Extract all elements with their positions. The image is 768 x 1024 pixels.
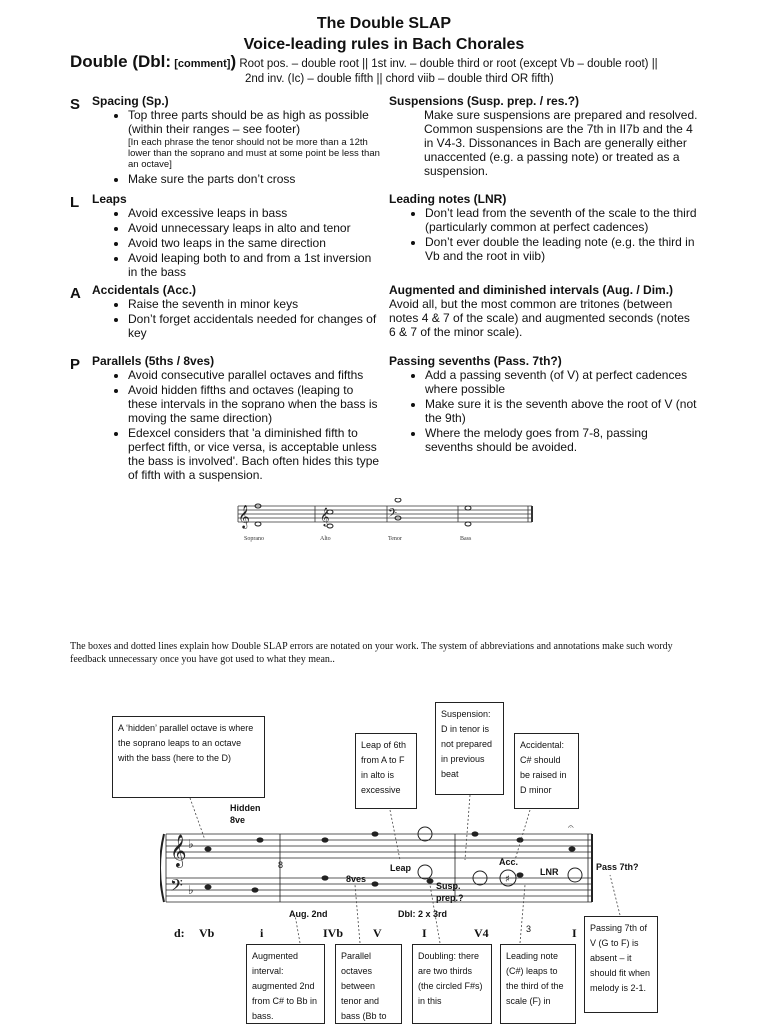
- passing-bullet-1: • Add a passing seventh (of V) at perfect cadences where possible: [425, 368, 699, 396]
- label-leap: Leap: [390, 863, 412, 873]
- passing-bullet-2: • Make sure it is the seventh above the root of V (not the 9th): [425, 397, 699, 425]
- parallels-heading: Parallels (5ths / 8ves): [92, 354, 215, 368]
- augmented-heading: Augmented and diminished intervals (Aug. / Dim.): [389, 283, 674, 297]
- letter-p: P: [70, 356, 81, 373]
- spacing-bullet-2: • Make sure the parts don’t cross: [128, 172, 380, 186]
- leading-notes-bullet-2: • Don’t ever double the leading note (e.g. the third in Vb and the root in viib): [425, 235, 699, 263]
- label-hidden-8ve: Hidden 8ve: [230, 803, 261, 825]
- box-doubling: Doubling: there are two thirds (the circled F#s) in this: [412, 944, 492, 1024]
- letter-a: A: [70, 285, 81, 302]
- parallels-section: [92, 354, 382, 483]
- spacing-section: [92, 94, 380, 187]
- accidentals-heading: Accidentals (Acc.): [92, 283, 197, 297]
- label-aug-2nd: Aug. 2nd: [289, 909, 328, 919]
- suspensions-heading: Suspensions (Susp. prep. / res.?): [389, 94, 580, 108]
- accidentals-section: [92, 283, 380, 341]
- box-suspension: Suspension: D in tenor is not prepared in previous beat: [435, 702, 504, 795]
- double-line2: 2nd inv. (Ic) – double fifth || chord viib – double third OR fifth): [245, 73, 554, 85]
- roman-i-3: I: [572, 926, 577, 940]
- flat-icon: ♭: [188, 837, 194, 851]
- passing-heading: Passing sevenths (Pass. 7th?): [389, 354, 562, 368]
- box-passing-seventh: Passing 7th of V (G to F) is absent – it should fit when melody is 2-1.: [584, 916, 658, 1013]
- double-close: ): [230, 52, 237, 71]
- suspensions-section: [389, 94, 699, 178]
- label-dbl: Dbl: 2 x 3rd: [398, 909, 448, 919]
- double-line1: Root pos. – double root || 1st inv. – double third or root (except Vb – double root) ||: [239, 58, 658, 70]
- parallels-bullet-1: • Avoid consecutive parallel octaves and fifths: [128, 368, 382, 382]
- leaps-heading: Leaps: [92, 192, 127, 206]
- leaps-bullet-3: • Avoid two leaps in the same direction: [128, 236, 380, 250]
- augmented-section: [389, 283, 699, 339]
- connector-lines: [0, 690, 768, 950]
- label-pass7: Pass 7th?: [596, 862, 639, 872]
- box-leap-6th: Leap of 6th from A to F in alto is excessive: [355, 733, 417, 809]
- leading-notes-section: [389, 192, 699, 264]
- range-label-tenor: Tenor: [388, 536, 402, 542]
- roman-i: i: [260, 926, 264, 940]
- passing-section: [389, 354, 699, 455]
- roman-ivb: IVb: [323, 926, 344, 940]
- leading-notes-heading: Leading notes (LNR): [389, 192, 507, 206]
- suspensions-text: Make sure suspensions are prepared and resolved. Common suspensions are the 7th in II7b and the 4 in V4-3. Dissonances in Bach are generally either unaccented (e.g. a passing note) or treated as a suspension.: [424, 108, 698, 178]
- sharp-icon: ♯: [505, 874, 510, 885]
- accidentals-bullet-2: • Don’t forget accidentals needed for changes of key: [128, 312, 380, 340]
- label-8ves: 8ves: [346, 874, 367, 884]
- box-accidental: Accidental: C# should be raised in D minor: [514, 733, 579, 809]
- roman-i-2: I: [422, 926, 427, 940]
- leading-notes-bullet-1: • Don’t lead from the seventh of the scale to the third (particularly common at perfect cadences): [425, 206, 699, 234]
- flat-icon-bass: ♭: [188, 883, 194, 897]
- spacing-bullet-1: • Top three parts should be as high as possible (within their ranges – see footer): [128, 108, 380, 136]
- augmented-text: Avoid all, but the most common are tritones (between notes 4 & 7 of the scale) and augmented seconds (notes 6 & 7 of the minor scale).: [389, 297, 690, 339]
- bass-clef-icon: 𝄢: [388, 507, 398, 523]
- passing-bullet-3: • Where the melody goes from 7-8, passing sevenths should be avoided.: [425, 426, 699, 454]
- leaps-bullet-1: • Avoid excessive leaps in bass: [128, 206, 380, 220]
- leaps-bullet-2: • Avoid unnecessary leaps in alto and tenor: [128, 221, 380, 235]
- leaps-bullet-4: • Avoid leaping both to and from a 1st inversion in the bass: [128, 251, 380, 279]
- roman-v: V: [373, 926, 382, 940]
- double-comment: [comment]: [174, 58, 231, 70]
- page-title: The Double SLAP: [316, 15, 452, 32]
- box-leading-note: Leading note (C#) leaps to the third of the scale (F) in: [500, 944, 576, 1024]
- spacing-note: [In each phrase the tenor should not be more than a 12th lower than the soprano and must at some point be less than an octave]: [128, 137, 380, 170]
- range-label-alto: Alto: [320, 536, 331, 542]
- spacing-heading: Spacing (Sp.): [92, 94, 169, 108]
- range-label-soprano: Soprano: [244, 536, 264, 542]
- box-parallel: Parallel octaves between tenor and bass (Bb to: [335, 944, 402, 1024]
- range-staff: [230, 498, 540, 546]
- treble-clef-icon: 𝄞: [170, 834, 187, 867]
- roman-vb: Vb: [199, 926, 215, 940]
- label-lnr: LNR: [540, 867, 559, 877]
- key-label: d:: [174, 926, 185, 940]
- roman-v4: V4: [474, 926, 489, 940]
- bass-clef-icon: 𝄢: [170, 875, 183, 899]
- treble-clef-icon: 𝄞: [238, 504, 250, 528]
- label-susp-prep: Susp. prep.?: [436, 881, 464, 903]
- label-figure-8: 8: [278, 860, 284, 870]
- parallels-bullet-2: • Avoid hidden fifths and octaves (leaping to these intervals in the soprano when the bass is moving the same direction): [128, 383, 382, 425]
- fermata-icon: 𝄐: [568, 822, 574, 833]
- box-augmented: Augmented interval: augmented 2nd from C# to Bb in bass.: [246, 944, 325, 1024]
- parallels-bullet-3: • Edexcel considers that 'a diminished fifth to perfect fifth, or vice versa, is acceptable unless the bass is involved'. Bach often hides this type of fifth with a suspension.: [128, 426, 382, 482]
- explanation-text: The boxes and dotted lines explain how Double SLAP errors are notated on your work. The system of abbreviations and annotations make such wordy feedback unnecessary once you have got used to what they mean..: [70, 641, 673, 665]
- range-label-bass: Bass: [460, 536, 472, 542]
- page-subtitle: Voice-leading rules in Bach Chorales: [243, 36, 525, 53]
- accidentals-bullet-1: • Raise the seventh in minor keys: [128, 297, 380, 311]
- double-label: Double (Dbl:: [70, 52, 172, 71]
- box-hidden-octave: A ‘hidden’ parallel octave is where the soprano leaps to an octave with the bass (here to the D): [112, 716, 265, 798]
- label-figure-3: 3: [526, 924, 532, 934]
- double-rules: [70, 54, 710, 87]
- leaps-section: [92, 192, 380, 280]
- letter-l: L: [70, 194, 80, 211]
- label-acc: Acc.: [499, 857, 519, 867]
- treble-clef-icon-2: 𝄞: [320, 507, 330, 526]
- letter-s: S: [70, 96, 81, 113]
